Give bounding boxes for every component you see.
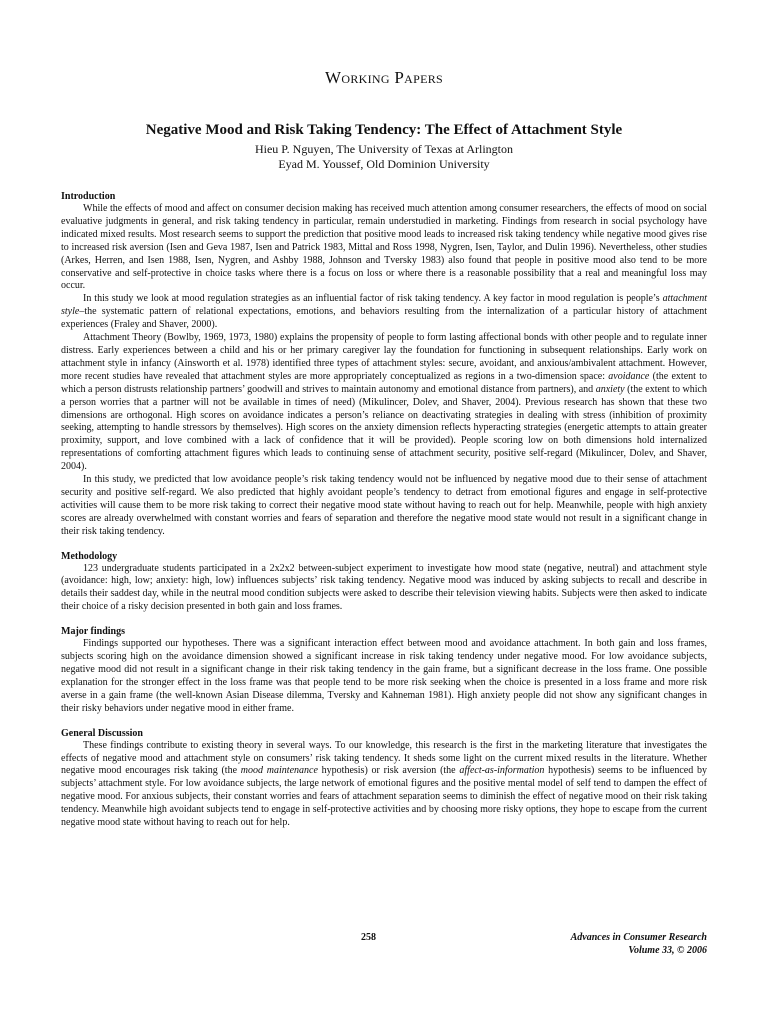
- author-list: [61, 142, 707, 172]
- paragraph: While the effects of mood and affect on consumer decision making has received much attention among consumer researchers, the effects of mood on social evaluative judgments in general, and risk taking tendency in particular, remain understudied in marketing. Findings from research in social psychology have indicated mixed results. Most research seems to support the prediction that positive mood leads to increased risk taking tendency while negative mood gives rise to increased risk aversion (Isen and Geva 1987, Isen and Patrick 1983, Mittal and Ross 1998, Nygren, Isen, Taylor, and Dulin 1996). Nevertheless, other studies (Arkes, Herren, and Isen 1988, Isen, Nygren, and Ashby 1988, Johnson and Tversky 1983) also found that people in positive mood also tend to be more conservative and self-protective in choice tasks where there is a focus on loss or where there is a reasonable possibility that a real and meaningful loss may occur.: [61, 203, 707, 292]
- major-findings-section: [61, 625, 707, 715]
- methodology-section: [61, 550, 707, 615]
- journal-volume: Volume 33, © 2006: [628, 944, 707, 956]
- author-2: Eyad M. Youssef, Old Dominion University: [278, 157, 490, 171]
- paragraph: In this study we look at mood regulation strategies as an influential factor of risk taking tendency. A key factor in mood regulation is people’s attachment style–the systematic pattern of relational expectations, emotions, and behaviors resulting from the internalization of a particular history of attachment experiences (Fraley and Shaver, 2000).: [61, 293, 707, 331]
- page-number: 258: [361, 932, 376, 943]
- journal-name: Advances in Consumer Research: [570, 932, 707, 943]
- journal-citation: [571, 932, 707, 957]
- paragraph: 123 undergraduate students participated in a 2x2x2 between-subject experiment to investigate how mood state (negative, neutral) and attachment style (avoidance: high, low; anxiety: high, low) influences subjects’ risk taking tendency. Negative mood was induced by asking subjects to recall and describe in details their saddest day, while in the neutral mood condition subjects were asked to describe their television viewing habits. Subjects were then asked to indicate their choice of a risky decision presented in both gain and loss frames.: [61, 562, 707, 613]
- author-1: Hieu P. Nguyen, The University of Texas at Arlington: [254, 142, 514, 156]
- paragraph: Attachment Theory (Bowlby, 1969, 1973, 1980) explains the propensity of people to form lasting affectional bonds with other people and to regulate inner distress. Early experiences between a child and his or her primary caregiver lay the foundation for functioning in subsequent relationships. Early work on attachment style in infancy (Ainsworth et al. 1978) identified three types of attachment styles: secure, avoidant, and anxious/ambivalent attachment. However, more recent studies have revealed that attachment styles are more appropriately conceptualized as regions in a two-dimension space: avoidance (the extent to which a person distrusts relationship partners’ goodwill and strives to maintain autonomy and emotional distance from partners), and anxiety (the extent to which a person worries that a partner will not be available in times of need) (Mikulincer, Dolev, and Shaver, 2004). Previous research has shown that these two dimensions are orthogonal. High scores on avoidance indicates a person’s reliance on deactivating strategies in dealing with stress (inhibition of proximity seeking, attempting to handle stressors by themselves). High scores on the anxiety dimension reflects hyperacting strategies (energetic attempts to attain greater proximity, support, and love combined with a lack of confidence that it will be provided). People scoring low on both dimensions hold internalized representations of comforting attachment figures which leads to continuing sense of attachment security, positive self-regard (Mikulincer, Dolev, and Shaver, 2004).: [61, 332, 707, 473]
- paragraph: These findings contribute to existing theory in several ways. To our knowledge, this research is the first in the marketing literature that investigates the effects of negative mood and attachment style on consumers’ risk taking tendency. It sheds some light on the current mixed results in the literature. Whether negative mood encourages risk taking (the mood maintenance hypothesis) or risk aversion (the affect-as-information hypothesis) seems to be influenced by subjects’ attachment style. For low avoidance subjects, the large network of emotional figures and the positive mental model of self tend to dampen the effect of negative mood. For anxious subjects, their constant worries and fears of attachment separation seems to diminish the effect of negative mood on their risk taking tendency. Meanwhile high avoidant subjects tend to engage in self-protective activities and by choosing more risky options, they hope to escape from the current negative mood state without having to reach out for help.: [61, 739, 707, 829]
- section-heading-methodology: Methodology: [61, 550, 118, 562]
- section-label: Working Papers: [325, 68, 443, 87]
- section-heading-major-findings: Major findings: [61, 626, 125, 638]
- paper-title: Negative Mood and Risk Taking Tendency: The Effect of Attachment Style: [145, 122, 623, 138]
- paragraph: In this study, we predicted that low avoidance people’s risk taking tendency would not be influenced by negative mood due to their sense of attachment security and positive self-regard. We also predicted that highly avoidant people’s tendency to detract from emotional figures and engage in self-protective activities will cause them to be more risk taking to correct their negative mood state without having to reach out for help. Meanwhile, people with high anxiety scores are already overwhelmed with constant worries and fears of separation and therefore the negative mood state would not result in a significant change in their risk taking tendency.: [61, 474, 707, 537]
- section-heading-general-discussion: General Discussion: [61, 727, 143, 739]
- general-discussion-section: [61, 727, 707, 830]
- paper-page: [61, 58, 707, 841]
- introduction-section: [61, 190, 707, 539]
- paragraph: Findings supported our hypotheses. There was a significant interaction effect between mood and avoidance attachment. In both gain and loss frames, subjects scoring high on the avoidance dimension showed a significant increase in risk taking tendency under negative mood. For low avoidance subjects, negative mood did not result in a significant change in their risk taking tendency in the gain frame, but a significant decrease in the loss frame. One possible explanation for the stronger effect in the loss frame was that people tend to be more risk seeking when the choice is presented in a loss frame and more risk averse in a gain frame (the well-known Asian Disease dilemma, Tversky and Kahneman 1981). High anxiety people did not show any significant changes in their risky behaviors under negative mood in either frame.: [61, 638, 707, 714]
- section-heading-introduction: Introduction: [61, 191, 116, 202]
